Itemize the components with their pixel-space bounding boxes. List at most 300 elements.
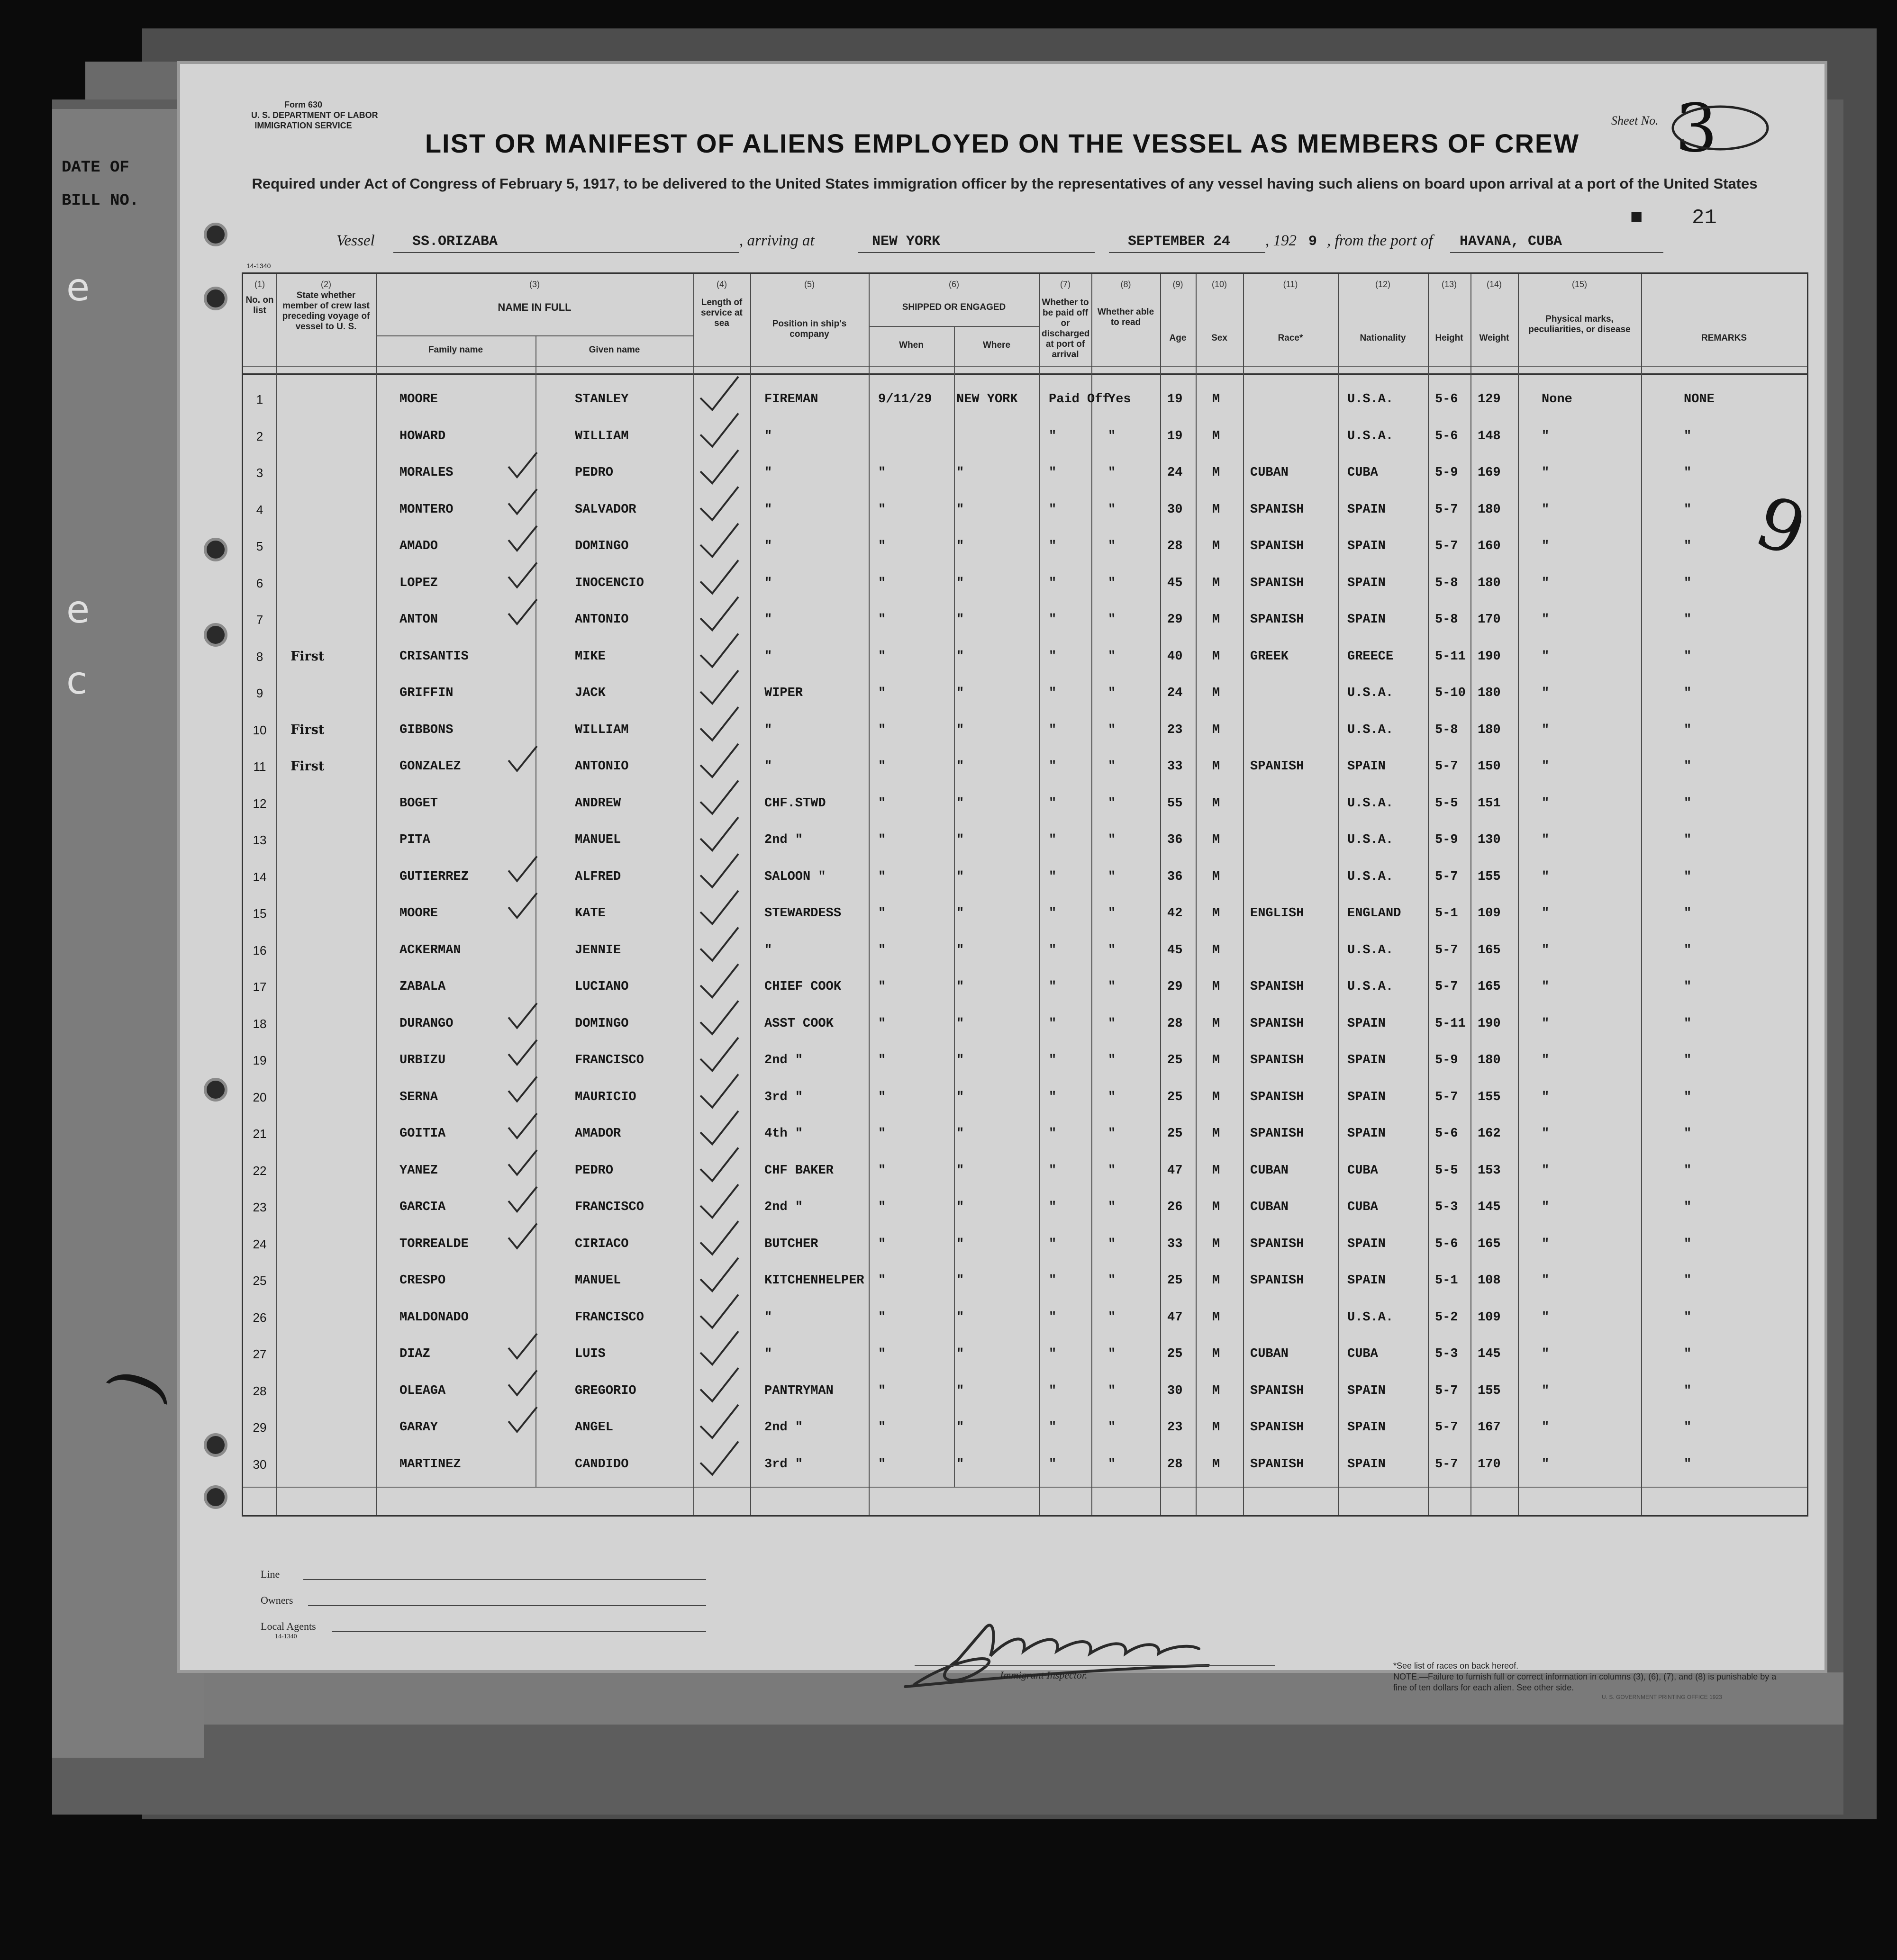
- cell-given: KATE: [575, 906, 606, 921]
- header-height: Height: [1435, 333, 1463, 343]
- cell-remarks: ": [1684, 539, 1692, 553]
- cell-no: 28: [253, 1383, 267, 1398]
- cell-nationality: SPAIN: [1347, 1420, 1386, 1435]
- cell-age: 19: [1167, 429, 1183, 443]
- cell-height: 5-8: [1435, 576, 1458, 590]
- col-number: (9): [1172, 280, 1183, 289]
- cell-sex: M: [1212, 1016, 1220, 1031]
- header-remarks: REMARKS: [1701, 333, 1747, 343]
- name-check-mark: [508, 746, 537, 771]
- cell-family: CRESPO: [399, 1274, 446, 1288]
- cell-race: SPANISH: [1250, 1420, 1304, 1435]
- cell-remarks: ": [1684, 943, 1692, 957]
- cell-weight: 153: [1478, 1163, 1501, 1178]
- length-of-service-check-mark: [700, 817, 738, 850]
- cell-where: ": [956, 1237, 964, 1251]
- cell-no: 8: [256, 649, 263, 664]
- cell-height: 5-2: [1435, 1310, 1458, 1325]
- col-number: (8): [1120, 280, 1131, 289]
- cell-read: ": [1108, 686, 1116, 700]
- cell-no: 19: [253, 1053, 267, 1067]
- cell-when: ": [878, 906, 886, 921]
- cell-height: 5-6: [1435, 1127, 1458, 1141]
- year-prefix: , 192: [1265, 232, 1297, 249]
- cell-nationality: U.S.A.: [1347, 1310, 1394, 1325]
- cell-read: ": [1108, 796, 1116, 811]
- header-name-in-full: NAME IN FULL: [498, 301, 572, 313]
- arrival-date: SEPTEMBER 24: [1128, 234, 1231, 250]
- name-check-mark: [508, 1371, 537, 1395]
- header-no-on-list: No. on list: [245, 295, 274, 316]
- cell-given: ANDREW: [575, 796, 621, 811]
- header-given-name: Given name: [589, 345, 640, 355]
- cell-paid: ": [1049, 943, 1057, 957]
- cell-weight: 150: [1478, 759, 1501, 774]
- cell-height: 5-11: [1435, 649, 1466, 664]
- cell-race: SPANISH: [1250, 980, 1304, 994]
- cell-height: 5-9: [1435, 1053, 1458, 1067]
- cell-sex: M: [1212, 759, 1220, 774]
- cell-weight: 180: [1478, 686, 1501, 700]
- cell-read: ": [1108, 613, 1116, 627]
- cell-remarks: ": [1684, 723, 1692, 737]
- cell-height: 5-5: [1435, 1163, 1458, 1178]
- length-of-service-check-mark: [700, 891, 738, 924]
- cell-remarks: ": [1684, 1420, 1692, 1435]
- name-check-mark: [508, 1113, 537, 1138]
- penalty-note: NOTE.—Failure to furnish full or correct information in columns (3), (6), (7), and (8) is punishable by a fine of ten dollars for each alien. See other side.: [1393, 1672, 1777, 1692]
- cell-race: SPANISH: [1250, 1237, 1304, 1251]
- cell-marks: ": [1542, 943, 1550, 957]
- cell-read: ": [1108, 759, 1116, 774]
- cell-nationality: U.S.A.: [1347, 943, 1394, 957]
- cell-height: 5-7: [1435, 1420, 1458, 1435]
- cell-race: SPANISH: [1250, 1016, 1304, 1031]
- cell-age: 19: [1167, 392, 1183, 406]
- cell-no: 16: [253, 943, 267, 957]
- cell-height: 5-8: [1435, 723, 1458, 737]
- cell-when: ": [878, 1274, 886, 1288]
- cell-remarks: ": [1684, 1347, 1692, 1361]
- name-check-mark: [508, 489, 537, 514]
- cell-remarks: ": [1684, 1016, 1692, 1031]
- cell-marks: ": [1542, 906, 1550, 921]
- agents-rule: [332, 1631, 706, 1632]
- cell-paid: ": [1049, 1274, 1057, 1288]
- header-age: Age: [1169, 333, 1187, 343]
- cell-read: ": [1108, 1016, 1116, 1031]
- cell-marks: ": [1542, 686, 1550, 700]
- cell-no: 2: [256, 429, 263, 443]
- cell-nationality: SPAIN: [1347, 539, 1386, 553]
- cell-sex: M: [1212, 1347, 1220, 1361]
- cell-when: ": [878, 1420, 886, 1435]
- cell-marks: ": [1542, 1016, 1550, 1031]
- cell-when: ": [878, 759, 886, 774]
- cell-given: DOMINGO: [575, 539, 629, 553]
- length-of-service-check-mark: [700, 597, 738, 630]
- cell-remarks: ": [1684, 1274, 1692, 1288]
- service-name: IMMIGRATION SERVICE: [254, 121, 352, 130]
- cell-nationality: U.S.A.: [1347, 723, 1394, 737]
- cell-no: 1: [256, 392, 263, 406]
- cell-sex: M: [1212, 943, 1220, 957]
- cell-read: Yes: [1108, 392, 1131, 406]
- cell-sex: M: [1212, 980, 1220, 994]
- cell-weight: 160: [1478, 539, 1501, 553]
- cell-family: GOITIA: [399, 1127, 446, 1141]
- sheet-number-label: Sheet No.: [1611, 114, 1659, 127]
- owners-rule: [308, 1605, 706, 1606]
- cell-sex: M: [1212, 1200, 1220, 1214]
- cell-when: ": [878, 1090, 886, 1104]
- name-check-mark: [508, 1334, 537, 1358]
- cell-given: JENNIE: [575, 943, 621, 957]
- cell-sex: M: [1212, 1127, 1220, 1141]
- cell-paid: ": [1049, 1347, 1057, 1361]
- cell-given: ANTONIO: [575, 759, 629, 774]
- cell-no: 14: [253, 869, 267, 884]
- cell-no: 13: [253, 833, 267, 847]
- stamp-code: 14-1340: [246, 262, 271, 270]
- name-check-mark: [508, 1224, 537, 1248]
- cell-sex: M: [1212, 613, 1220, 627]
- cell-where: ": [956, 1200, 964, 1214]
- cell-remarks: ": [1684, 502, 1692, 517]
- cell-position: KITCHENHELPER: [764, 1274, 864, 1288]
- length-of-service-check-mark: [700, 744, 738, 777]
- cell-weight: 190: [1478, 649, 1501, 664]
- cell-read: ": [1108, 466, 1116, 480]
- length-of-service-check-mark: [700, 1405, 738, 1438]
- cell-paid: ": [1049, 980, 1057, 994]
- cell-marks: ": [1542, 539, 1550, 553]
- cell-sex: M: [1212, 1383, 1220, 1398]
- binder-stub-mark: c: [66, 659, 87, 703]
- header-sex: Sex: [1211, 333, 1227, 343]
- cell-position: ": [764, 576, 772, 590]
- cell-when: ": [878, 943, 886, 957]
- cell-given: PEDRO: [575, 1163, 614, 1178]
- cell-read: ": [1108, 1383, 1116, 1398]
- cell-nationality: SPAIN: [1347, 1274, 1386, 1288]
- cell-read: ": [1108, 1457, 1116, 1472]
- cell-where: NEW YORK: [956, 392, 1018, 406]
- cell-age: 45: [1167, 943, 1183, 957]
- cell-height: 5-7: [1435, 869, 1458, 884]
- cell-nationality: U.S.A.: [1347, 869, 1394, 884]
- length-of-service-check-mark: [700, 1442, 738, 1475]
- header-length-of-service: Length of service at sea: [701, 298, 743, 328]
- cell-paid: ": [1049, 502, 1057, 517]
- cell-family: LOPEZ: [399, 576, 438, 590]
- cell-marks: ": [1542, 1420, 1550, 1435]
- cell-marks: ": [1542, 1274, 1550, 1288]
- cell-weight: 165: [1478, 943, 1501, 957]
- cell-read: ": [1108, 429, 1116, 443]
- agents-code: 14-1340: [275, 1633, 297, 1640]
- cell-age: 23: [1167, 1420, 1183, 1435]
- cell-no: 26: [253, 1310, 267, 1325]
- header-nationality: Nationality: [1360, 333, 1406, 343]
- cell-marks: ": [1542, 1163, 1550, 1178]
- cell-read: ": [1108, 833, 1116, 847]
- cell-age: 24: [1167, 466, 1183, 480]
- cell-height: 5-7: [1435, 1383, 1458, 1398]
- cell-sex: M: [1212, 906, 1220, 921]
- cell-no: 25: [253, 1274, 267, 1288]
- cell-given: LUIS: [575, 1347, 606, 1361]
- cell-sex: M: [1212, 1457, 1220, 1472]
- cell-given: ANTONIO: [575, 613, 629, 627]
- cell-read: ": [1108, 980, 1116, 994]
- cell-marks: ": [1542, 980, 1550, 994]
- cell-weight: 109: [1478, 906, 1501, 921]
- cell-marks: ": [1542, 869, 1550, 884]
- cell-marks: ": [1542, 796, 1550, 811]
- cell-marks: ": [1542, 502, 1550, 517]
- cell-marks: ": [1542, 649, 1550, 664]
- cell-height: 5-6: [1435, 429, 1458, 443]
- cell-no: 10: [253, 723, 267, 737]
- cell-weight: 167: [1478, 1420, 1501, 1435]
- inspector-label: Immigrant Inspector.: [1000, 1669, 1088, 1681]
- cell-remarks: ": [1684, 1383, 1692, 1398]
- cell-marks: ": [1542, 1457, 1550, 1472]
- cell-position: ": [764, 502, 772, 517]
- cell-paid: ": [1049, 1237, 1057, 1251]
- cell-no: 11: [253, 759, 266, 774]
- cell-no: 4: [256, 502, 263, 517]
- cell-family: MOORE: [399, 906, 438, 921]
- cell-where: ": [956, 869, 964, 884]
- cell-no: 6: [256, 576, 263, 590]
- cell-paid: ": [1049, 649, 1057, 664]
- cell-position: 3rd ": [764, 1457, 803, 1472]
- cell-given: WILLIAM: [575, 723, 629, 737]
- footnote: [1393, 1661, 1791, 1693]
- punch-hole: [204, 1433, 227, 1457]
- cell-marks: ": [1542, 759, 1550, 774]
- cell-marks: ": [1542, 1200, 1550, 1214]
- cell-where: ": [956, 1310, 964, 1325]
- name-check-mark: [508, 599, 537, 624]
- cell-position: 2nd ": [764, 1420, 803, 1435]
- cell-family: SERNA: [399, 1090, 438, 1104]
- cell-race: SPANISH: [1250, 1457, 1304, 1472]
- length-of-service-check-mark: [700, 377, 738, 410]
- cell-no: 18: [253, 1016, 267, 1031]
- cell-marks: ": [1542, 833, 1550, 847]
- sheet-number: 3: [1675, 90, 1718, 167]
- cell-where: ": [956, 1127, 964, 1141]
- form-number: Form 630: [284, 100, 323, 109]
- header-weight: Weight: [1479, 333, 1509, 343]
- printing-office: U. S. GOVERNMENT PRINTING OFFICE 1923: [1602, 1694, 1722, 1700]
- cell-paid: ": [1049, 1016, 1057, 1031]
- cell-when: ": [878, 1016, 886, 1031]
- header-previous-voyage: State whether member of crew last preceding voyage of vessel to U. S.: [282, 290, 370, 332]
- cell-prev: First: [290, 759, 325, 774]
- cell-marks: ": [1542, 723, 1550, 737]
- department-name: U. S. DEPARTMENT OF LABOR: [251, 110, 378, 120]
- cell-when: ": [878, 1457, 886, 1472]
- cell-race: CUBAN: [1250, 1200, 1289, 1214]
- cell-given: GREGORIO: [575, 1383, 636, 1398]
- cell-weight: 165: [1478, 980, 1501, 994]
- cell-age: 47: [1167, 1310, 1183, 1325]
- cell-sex: M: [1212, 796, 1220, 811]
- cell-paid: ": [1049, 1090, 1057, 1104]
- cell-no: 20: [253, 1090, 267, 1104]
- cell-read: ": [1108, 1090, 1116, 1104]
- col-number: (1): [254, 280, 265, 289]
- cell-where: ": [956, 1347, 964, 1361]
- cell-marks: ": [1542, 1090, 1550, 1104]
- length-of-service-check-mark: [700, 1221, 738, 1255]
- cell-read: ": [1108, 1163, 1116, 1178]
- cell-position: 2nd ": [764, 1053, 803, 1067]
- cell-no: 3: [256, 466, 263, 480]
- cell-height: 5-9: [1435, 466, 1458, 480]
- length-of-service-check-mark: [700, 1368, 738, 1401]
- name-check-mark: [508, 563, 537, 587]
- cell-weight: 180: [1478, 502, 1501, 517]
- length-of-service-check-mark: [700, 1331, 738, 1364]
- cell-family: GRIFFIN: [399, 686, 454, 700]
- cell-remarks: ": [1684, 686, 1692, 700]
- cell-race: CUBAN: [1250, 1347, 1289, 1361]
- cell-height: 5-7: [1435, 1090, 1458, 1104]
- cell-nationality: CUBA: [1347, 1347, 1378, 1361]
- cell-when: ": [878, 649, 886, 664]
- cell-when: ": [878, 1163, 886, 1178]
- cell-sex: M: [1212, 576, 1220, 590]
- cell-where: ": [956, 1383, 964, 1398]
- cell-nationality: ENGLAND: [1347, 906, 1401, 921]
- cell-where: ": [956, 833, 964, 847]
- cell-marks: ": [1542, 613, 1550, 627]
- cell-where: ": [956, 943, 964, 957]
- cell-given: CIRIACO: [575, 1237, 629, 1251]
- cell-race: SPANISH: [1250, 1053, 1304, 1067]
- col-number: (3): [529, 280, 540, 289]
- length-of-service-check-mark: [700, 1001, 738, 1034]
- port-rule: [858, 252, 1095, 253]
- cell-paid: ": [1049, 833, 1057, 847]
- cell-where: ": [956, 613, 964, 627]
- length-of-service-check-mark: [700, 854, 738, 887]
- cell-read: ": [1108, 649, 1116, 664]
- arriving-label: , arriving at: [739, 232, 815, 249]
- cell-paid: ": [1049, 1200, 1057, 1214]
- length-of-service-check-mark: [700, 1111, 738, 1144]
- cell-no: 15: [253, 906, 267, 921]
- cell-sex: M: [1212, 869, 1220, 884]
- punch-hole: [204, 223, 227, 246]
- cell-family: AMADO: [399, 539, 438, 553]
- cell-read: ": [1108, 869, 1116, 884]
- cell-read: ": [1108, 502, 1116, 517]
- cell-race: ENGLISH: [1250, 906, 1304, 921]
- header-where: Where: [982, 340, 1011, 350]
- cell-paid: ": [1049, 1163, 1057, 1178]
- col-number: (15): [1571, 280, 1587, 289]
- cell-marks: ": [1542, 429, 1550, 443]
- cell-where: ": [956, 466, 964, 480]
- cell-position: CHF.STWD: [764, 796, 826, 811]
- length-of-service-check-mark: [700, 524, 738, 557]
- cell-marks: ": [1542, 466, 1550, 480]
- page-title: LIST OR MANIFEST OF ALIENS EMPLOYED ON THE VESSEL AS MEMBERS OF CREW: [425, 128, 1580, 158]
- cell-age: 33: [1167, 759, 1183, 774]
- cell-when: ": [878, 833, 886, 847]
- name-check-mark: [508, 893, 537, 918]
- cell-remarks: ": [1684, 1053, 1692, 1067]
- cell-remarks: ": [1684, 759, 1692, 774]
- cell-nationality: SPAIN: [1347, 1016, 1386, 1031]
- cell-no: 7: [256, 613, 263, 627]
- cell-age: 30: [1167, 502, 1183, 517]
- punch-hole: [204, 1485, 227, 1509]
- cell-race: SPANISH: [1250, 1090, 1304, 1104]
- cell-age: 26: [1167, 1200, 1183, 1214]
- cell-age: 40: [1167, 649, 1183, 664]
- cell-weight: 145: [1478, 1347, 1501, 1361]
- length-of-service-check-mark: [700, 781, 738, 814]
- cell-sex: M: [1212, 429, 1220, 443]
- col-number: (13): [1441, 280, 1457, 289]
- cell-no: 22: [253, 1163, 267, 1178]
- cell-family: MALDONADO: [399, 1310, 469, 1325]
- name-check-mark: [508, 1040, 537, 1065]
- cell-nationality: CUBA: [1347, 466, 1378, 480]
- length-of-service-check-mark: [700, 560, 738, 594]
- length-of-service-check-mark: [700, 928, 738, 961]
- cell-race: GREEK: [1250, 649, 1289, 664]
- cell-where: ": [956, 686, 964, 700]
- binder-stub-mark: e: [66, 265, 90, 309]
- cell-no: 24: [253, 1237, 267, 1251]
- cell-where: ": [956, 1274, 964, 1288]
- cell-weight: 155: [1478, 1383, 1501, 1398]
- line-label: Line: [261, 1568, 280, 1580]
- cell-given: MAURICIO: [575, 1090, 636, 1104]
- cell-sex: M: [1212, 1274, 1220, 1288]
- cell-height: 5-7: [1435, 539, 1458, 553]
- cell-where: ": [956, 576, 964, 590]
- cell-paid: ": [1049, 1127, 1057, 1141]
- cell-position: ": [764, 649, 772, 664]
- col-number: (4): [717, 280, 727, 289]
- col-number: (10): [1211, 280, 1227, 289]
- departure-port: HAVANA, CUBA: [1460, 234, 1562, 250]
- cell-sex: M: [1212, 1163, 1220, 1178]
- cell-given: ALFRED: [575, 869, 621, 884]
- cell-race: SPANISH: [1250, 759, 1304, 774]
- cell-when: ": [878, 502, 886, 517]
- cell-age: 36: [1167, 833, 1183, 847]
- cell-where: ": [956, 723, 964, 737]
- cell-marks: ": [1542, 1383, 1550, 1398]
- cell-no: 29: [253, 1420, 267, 1435]
- length-of-service-check-mark: [700, 1295, 738, 1328]
- col-number: (14): [1486, 280, 1502, 289]
- length-of-service-check-mark: [700, 670, 738, 704]
- cell-sex: M: [1212, 686, 1220, 700]
- cell-where: ": [956, 980, 964, 994]
- cell-read: ": [1108, 1420, 1116, 1435]
